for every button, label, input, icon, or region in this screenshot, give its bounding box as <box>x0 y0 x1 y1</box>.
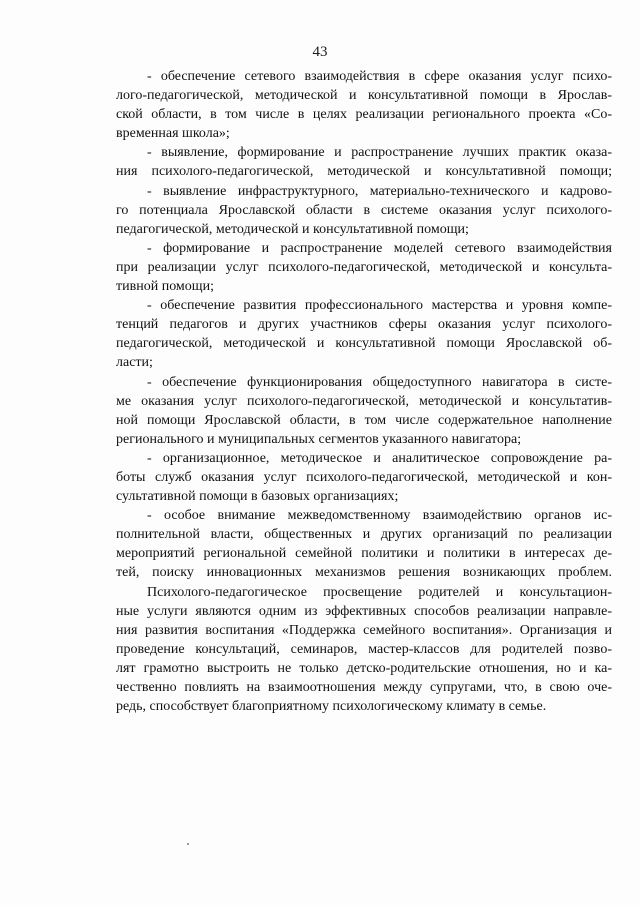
text-line: ласти; <box>116 355 153 371</box>
text-line: полнительной власти, общественных и других организаций по реализации <box>116 527 612 543</box>
text-line: ния развития воспитания «Поддержка семейного воспитания». Организация и <box>116 622 612 638</box>
text-line: - обеспечение развития профессионального мастерства и уровня компе- <box>147 298 612 314</box>
text-line: лят грамотно выстроить не только детско-родительские отношения, но и ка- <box>116 660 612 676</box>
text-line: ния психолого-педагогической, методической и консультативной помощи; <box>116 164 612 180</box>
text-line: редь, способствует благоприятному психологическому климату в семье. <box>116 699 547 715</box>
body-text <box>116 67 612 716</box>
text-line: регионального и муниципальных сегментов указанного навигатора; <box>116 431 522 447</box>
text-line: лого-педагогической, методической и консультативной помощи в Ярослав- <box>116 88 612 104</box>
text-line: временная школа»; <box>116 126 230 142</box>
text-line: - обеспечение функционирования общедоступного навигатора в систе- <box>147 374 612 390</box>
text-line: при реализации услуг психолого-педагогической, методической и консульта- <box>116 259 612 275</box>
text-line: сультативной помощи в базовых организациях; <box>116 489 399 505</box>
text-line: ской области, в том числе в целях реализации регионального проекта «Со- <box>116 107 612 123</box>
page-number: 43 <box>312 44 328 60</box>
text-line: мероприятий региональной семейной политики и политики в интересах де- <box>116 546 612 562</box>
text-line: - выявление инфраструктурного, материально-технического и кадрово- <box>147 183 612 199</box>
text-line: - формирование и распространение моделей сетевого взаимодействия <box>147 240 612 256</box>
text-line: тей, поиску инновационных механизмов решения возникающих проблем. <box>116 565 612 581</box>
text-line: проведение консультаций, семинаров, мастер-классов для родителей позво- <box>116 641 612 657</box>
text-line: ной помощи Ярославской области, в том числе содержательное наполнение <box>116 412 612 428</box>
text-line: педагогической, методической и консультативной помощи; <box>116 221 469 237</box>
text-line: ные услуги являются одним из эффективных способов реализации направле- <box>116 603 612 619</box>
text-line: боты служб оказания услуг психолого-педагогической, методической и кон- <box>116 469 612 485</box>
scan-speck <box>187 843 189 845</box>
text-line: тенций педагогов и других участников сферы оказания услуг психолого- <box>116 317 612 333</box>
text-line: ме оказания услуг психолого-педагогической, методической и консультатив- <box>116 393 612 409</box>
text-line: - особое внимание межведомственному взаимодействию органов ис- <box>147 508 612 524</box>
text-line: тивной помощи; <box>116 279 214 295</box>
text-line: го потенциала Ярославской области в системе оказания услуг психолого- <box>116 202 612 218</box>
text-line: - организационное, методическое и аналитическое сопровождение ра- <box>147 450 612 466</box>
text-line: педагогической, методической и консультативной помощи Ярославской об- <box>116 336 612 352</box>
text-line: чественно повлиять на взаимоотношения между супругами, что, в свою оче- <box>116 680 612 695</box>
text-line: - обеспечение сетевого взаимодействия в сфере оказания услуг психо- <box>147 69 612 84</box>
text-line: Психолого-педагогическое просвещение родителей и консультацион- <box>147 584 612 600</box>
text-line: - выявление, формирование и распространение лучших практик оказа- <box>147 145 612 161</box>
